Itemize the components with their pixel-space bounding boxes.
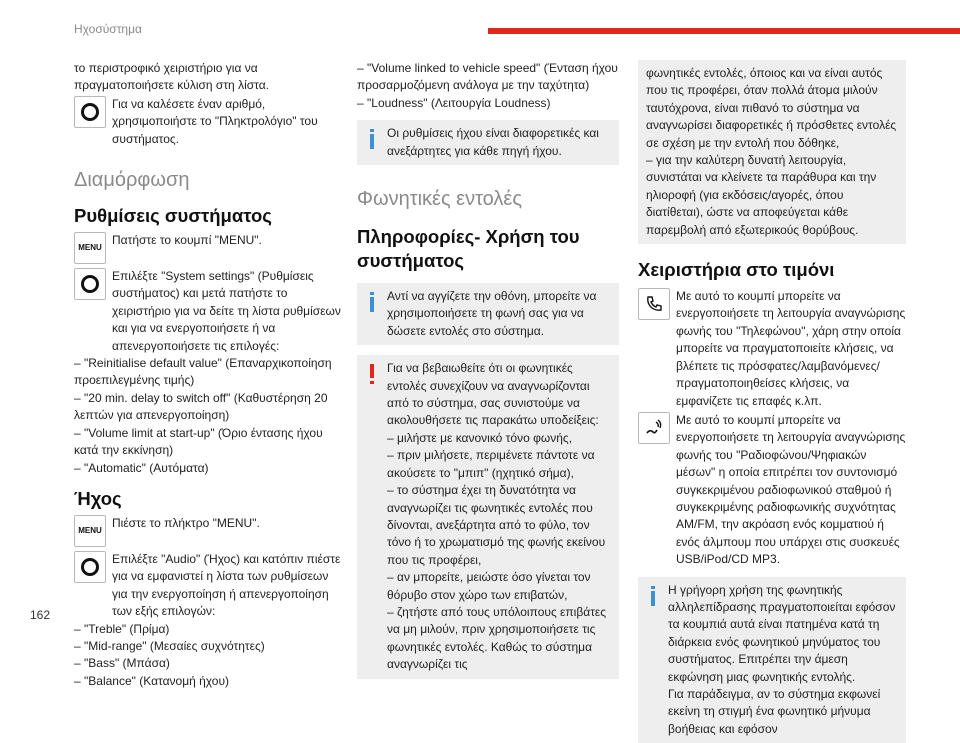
page-header-section: Ηχοσύστημα xyxy=(74,22,142,36)
keypad-text: Για να καλέσετε έναν αριθμό, χρησιμοποιήστε το "Πληκτρολόγιο" του συστήματος. xyxy=(112,96,318,146)
sound-title: Ήχος xyxy=(74,487,122,509)
audio-item: – "Volume linked to vehicle speed" (Ένταση ήχου προσαρμοζόμενη ανάλογα με την ταχύτητα) xyxy=(357,61,618,93)
phone-button-text: Με αυτό το κουμπί μπορείτε να ενεργοποιήσετε τη λειτουργία αναγνώρισης φωνής του "Τηλεφώνου", χάρη στην οποία μπορείτε να πραγματοποιείτε κλήσεις, να βλέπετε τις πρόσφατες/λαμβανόμενες/πραγματοποιηθείσες κλήσεις, να εμφανίζετε τις επαφές κ.λπ. xyxy=(676,289,906,408)
voice-button-text: Με αυτό το κουμπί μπορείτε να ενεργοποιήσετε τη λειτουργία αναγνώρισης φωνής του "Ραδιοφώνου/Ψηφιακών μέσων" η οποία επιτρέπει τον συντονισμό συγκεκριμένου ραδιοφωνικού σταθμού ή συγκεκριμένης ραδιοφωνικής συχνότητας AM/FM, την ακρόαση ενός κομματιού ή ενός άλμπουμ που υπάρχει στις συσκευές USB/iPod/CD MP3. xyxy=(676,412,906,567)
system-item: – "Reinitialise default value" (Επαναρχικοποίηση προεπιλεγμένης τιμής) xyxy=(74,356,332,388)
intro-text: το περιστροφικό χειριστήριο για να πραγματοποιήσετε κύλιση στη λίστα. xyxy=(74,61,269,93)
warning-continued: φωνητικές εντολές, όποιος και να είναι αυτός που τις προφέρει, όταν πολλά άτομα μιλούν ταυτόχρονα, είναι πιθανό το σύστημα να αναγνωρίσει διαφορετικές ή πρόσθετες εντολές σε σχέση με την εντολή που δόθηκε, – για την καλύτερη δυνατή λειτουργία, συνιστάται να κλείνετε τα παράθυρα και την ηλιοροφή (για εκδόσεις/αγορές, όπου διατίθεται), ώστε να αποφεύγεται κάθε παρεμβολή από εξωτερικούς θορύβους. xyxy=(638,60,906,244)
warning-icon xyxy=(367,364,377,384)
info-note: Η γρήγορη χρήση της φωνητικής αλληλεπίδρασης πραγματοποιείται εφόσον τα κουμπιά αυτά είναι πατημένα κατά τη διάρκεια ενός φωνητικού μηνύματος του συστήματος. Επιτρέπει την άμεση εκφώνηση μιας φωνητικής εντολής. Για παράδειγμα, αν το σύστημα εκφωνεί εκείνη τη στιγμή ένα φωνητικό μήνυμα βοήθειας και εφόσον xyxy=(638,577,906,743)
phone-icon xyxy=(638,288,670,320)
info-note: Οι ρυθμίσεις ήχου είναι διαφορετικές και ανεξάρτητες για κάθε πηγή ήχου. xyxy=(357,120,619,165)
info-note: Αντί να αγγίζετε την οθόνη, μπορείτε να χρησιμοποιήσετε τη φωνή σας για να δώσετε εντολές στο σύστημα. xyxy=(357,283,619,345)
steering-controls-title: Χειριστήρια στο τιμόνι xyxy=(638,259,835,281)
warning-note: Για να βεβαιωθείτε ότι οι φωνητικές εντολές συνεχίζουν να αναγνωρίζονται από το σύστημα, σας συνιστούμε να ακολουθήσετε τις παρακάτω υποδείξεις: – μιλήστε με κανονικό τόνο φωνής, – πριν μιλήσετε, περιμένετε πάντοτε να ακούσετε το "μπιπ" (ηχητικό σήμα), – το σύστημα έχει τη δυνατότητα να αναγνωρίζει τις φωνητικές εντολές που δίνονται, ανεξάρτητα από το φύλο, τον τόνο ή το χρωματισμό της φωνής εκείνου που τις προφέρει, – αν μπορείτε, μειώστε όσο γίνεται τον θόρυβο στον χώρο των επιβατών, – ζητήστε από τους υπόλοιπους επιβάτες να μη μιλούν, πριν χρησιμοποιήσετε τις φωνητικές εντολές. Καθώς το σύστημα αναγνωρίζει τις xyxy=(357,355,619,678)
voice-command-icon xyxy=(638,412,670,444)
select-system-text: Επιλέξτε "System settings" (Ρυθμίσεις συστήματος) και μετά πατήστε το χειριστήριο για να δείτε τη λίστα ρυθμίσεων και για να ενεργοποιήσετε ή να απενεργοποιήσετε τις επιλογές: xyxy=(112,269,341,353)
info-icon xyxy=(367,292,377,312)
config-heading: Διαμόρφωση xyxy=(74,169,190,192)
column-1 xyxy=(74,60,344,690)
usage-info-title: Πληροφορίες- Χρήση του συστήματος xyxy=(357,226,580,272)
press-menu-text: Πατήστε το κουμπί "MENU". xyxy=(112,233,262,248)
warning-item: – αν μπορείτε, μειώστε όσο γίνεται τον θόρυβο στον χώρο των επιβατών, xyxy=(387,570,591,602)
system-item: – "20 min. delay to switch off" (Καθυστέρηση 20 λεπτών για απενεργοποίηση) xyxy=(74,390,328,423)
menu-button-icon: MENU xyxy=(74,515,106,547)
column-3 xyxy=(638,60,906,743)
audio-item: – "Loudness" (Λειτουργία Loudness) xyxy=(357,95,551,110)
rotary-knob-icon xyxy=(74,268,106,300)
info-icon xyxy=(648,586,658,606)
header-accent-bar xyxy=(488,28,960,34)
keypad-icon xyxy=(74,96,106,128)
warning-item: – πριν μιλήσετε, περιμένετε πάντοτε να ακούσετε το "μπιπ" (ηχητικό σήμα), xyxy=(387,448,595,480)
audio-item: – "Bass" (Μπάσα) xyxy=(74,656,170,671)
system-item: – "Automatic" (Αυτόματα) xyxy=(74,460,209,475)
press-menu-text: Πιέστε το πλήκτρο "MENU". xyxy=(112,515,260,530)
info-icon xyxy=(367,129,377,149)
voice-commands-heading: Φωνητικές εντολές xyxy=(357,188,522,211)
warning-item: – μιλήστε με κανονικό τόνο φωνής, xyxy=(387,430,573,445)
audio-item: – "Mid-range" (Μεσαίες συχνότητες) xyxy=(74,638,265,653)
audio-item: – "Treble" (Πρίμα) xyxy=(74,621,170,636)
warning-item: – ζητήστε από τους υπόλοιπους επιβάτες να μη μιλούν, πριν χρησιμοποιήσετε τις φωνητικές εντολές. Καθώς το σύστημα αναγνωρίζει τις xyxy=(387,604,607,672)
rotary-knob-icon xyxy=(74,551,106,583)
menu-button-icon: MENU xyxy=(74,232,106,264)
column-2 xyxy=(357,60,619,679)
system-item: – "Volume limit at start-up" (Όριο έντασης ήχου κατά την εκκίνηση) xyxy=(74,425,323,458)
page-number: 162 xyxy=(30,608,51,622)
warning-item: – το σύστημα έχει τη δυνατότητα να αναγνωρίζει τις φωνητικές εντολές που δίνονται, ανεξάρτητα από το φύλο, τον τόνο ή το χρωματισμό της φωνής εκείνου που τις προφέρει, xyxy=(387,483,606,567)
system-settings-title: Ρυθμίσεις συστήματος xyxy=(74,205,272,227)
audio-item: – "Balance" (Κατανομή ήχου) xyxy=(74,673,230,688)
select-audio-text: Επιλέξτε "Audio" (Ήχος) και κατόπιν πιέστε για να εμφανιστεί η λίστα των ρυθμίσεων για την ενεργοποίηση ή απενεργοποίηση των εξής επιλογών: xyxy=(112,551,341,619)
